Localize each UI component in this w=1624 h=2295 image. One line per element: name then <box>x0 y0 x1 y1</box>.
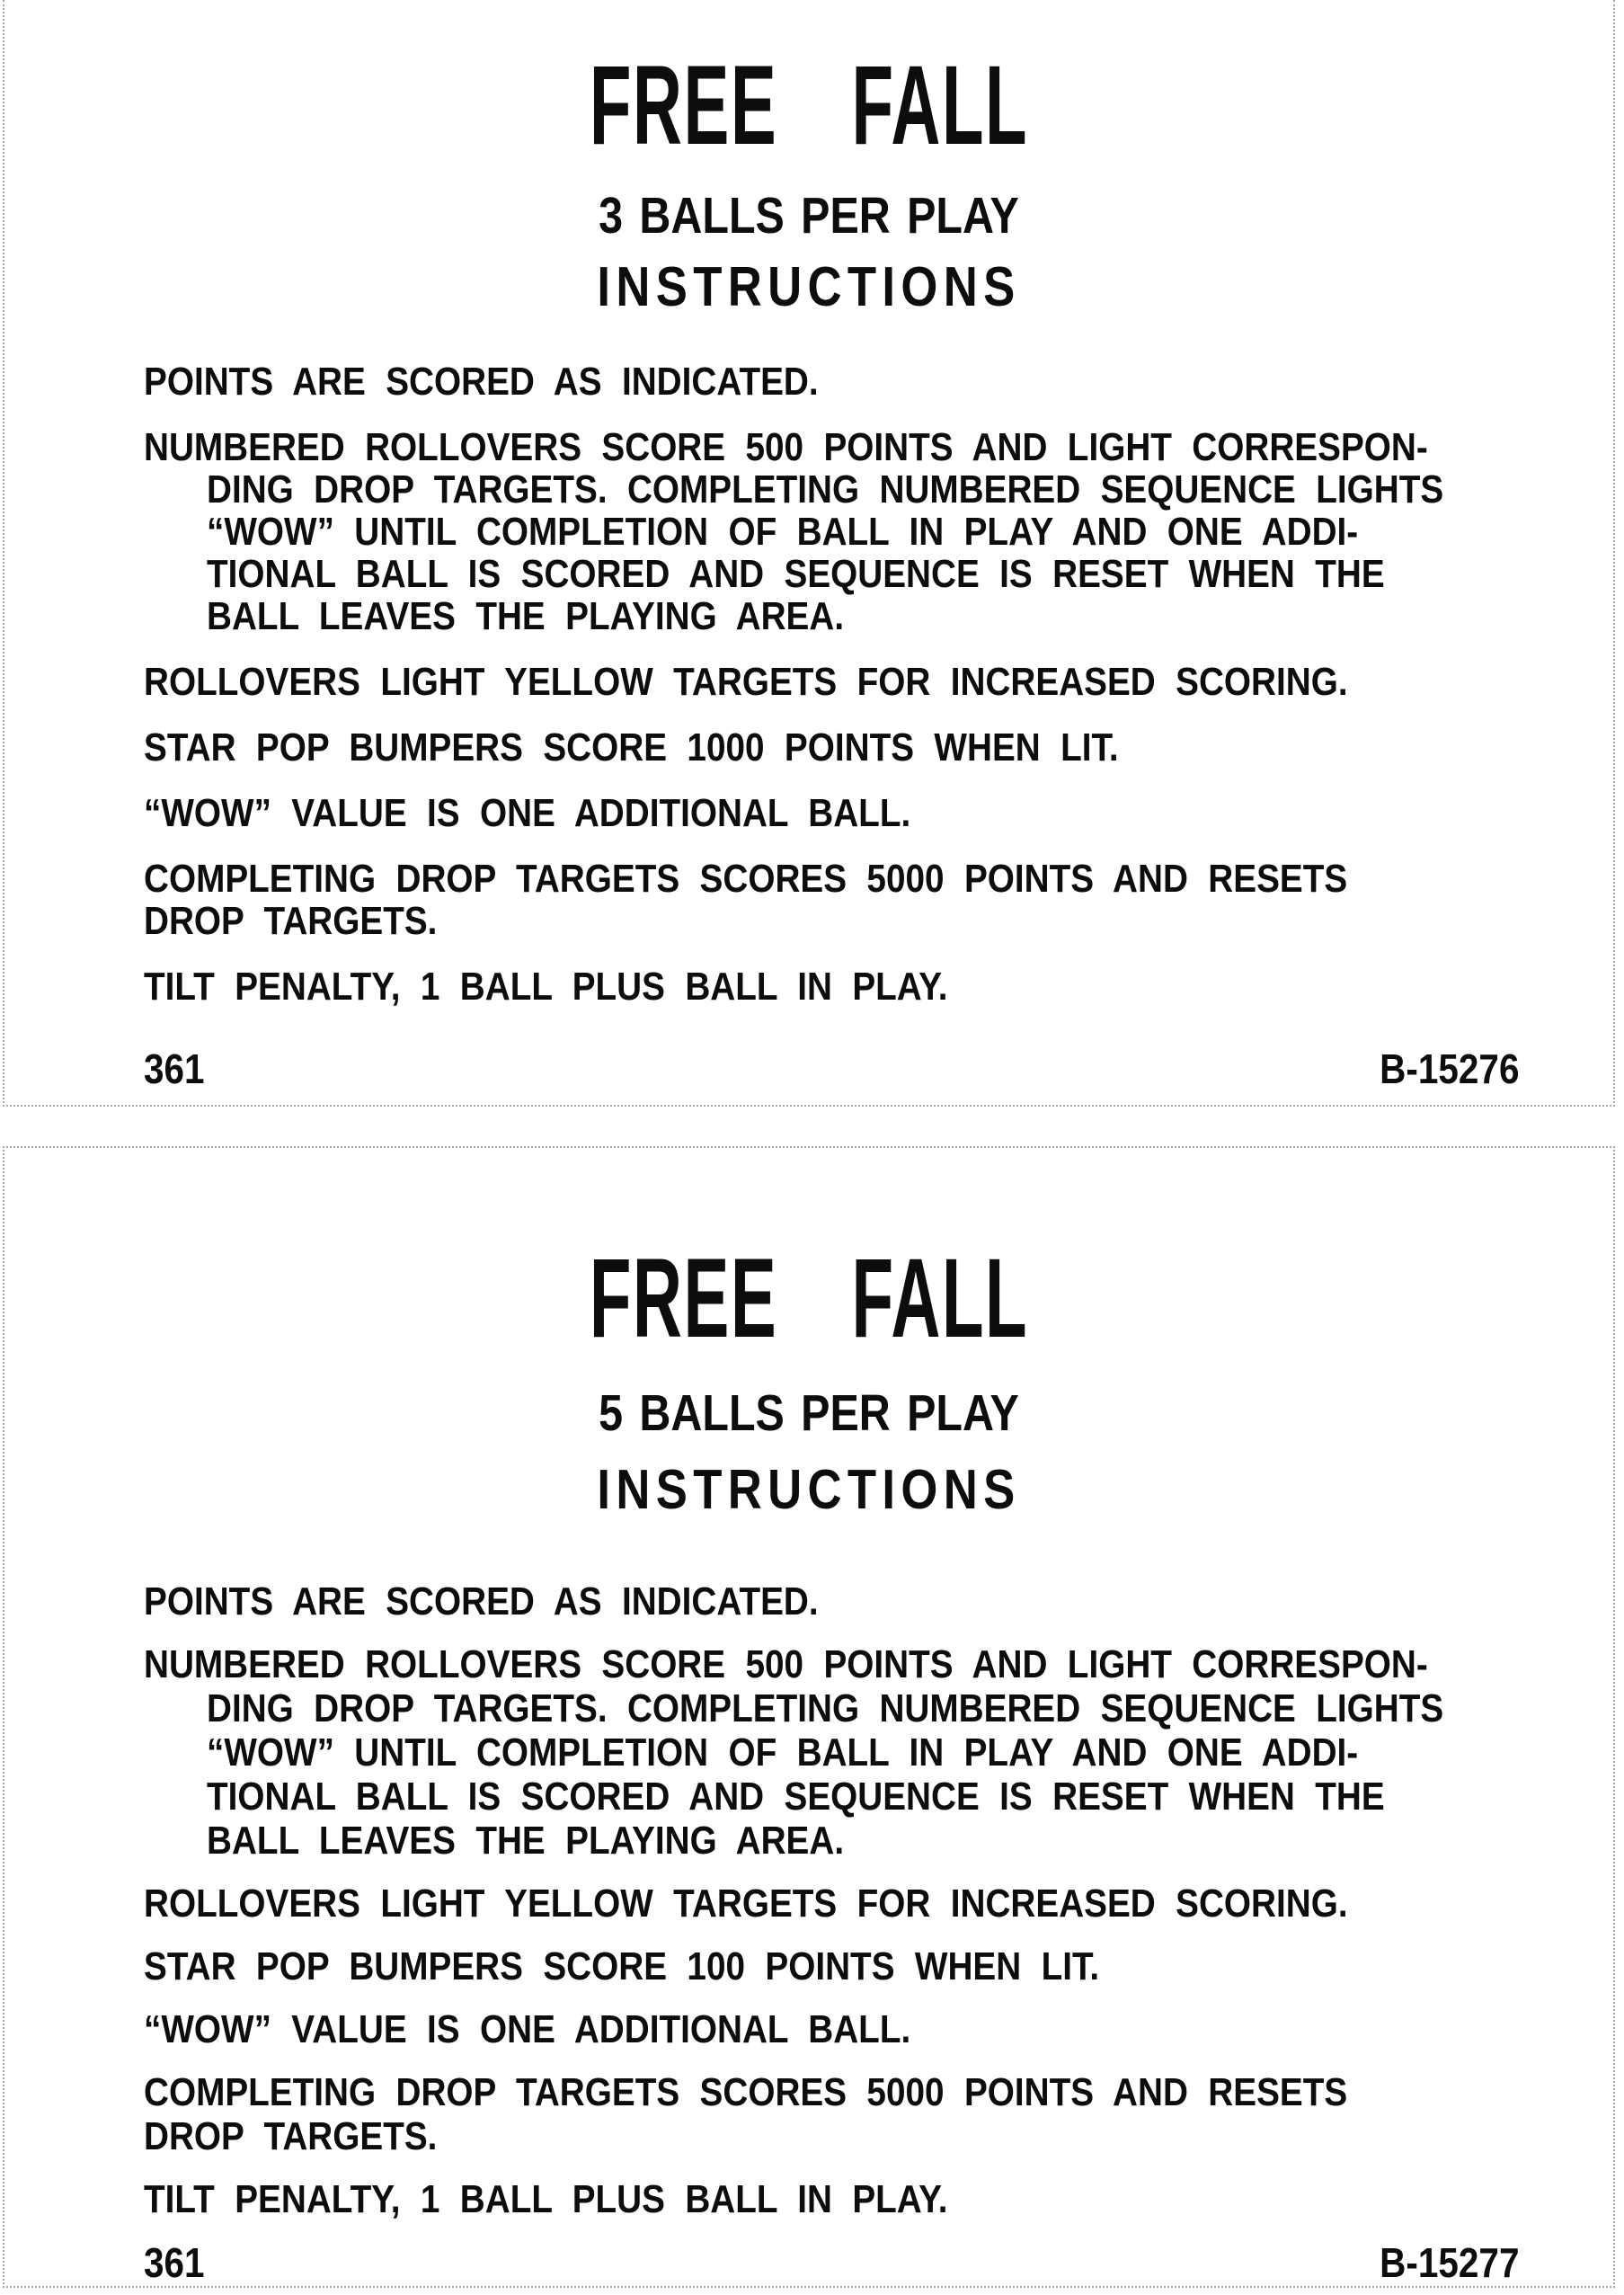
card-stock-number: 361 <box>144 2239 205 2286</box>
body-line: STAR POP BUMPERS SCORE 1000 POINTS WHEN LIT. <box>144 725 1119 769</box>
body-paragraph <box>144 858 1496 942</box>
body-line: DING DROP TARGETS. COMPLETING NUMBERED SEQUENCE LIGHTS <box>207 467 1444 511</box>
body-line: DROP TARGETS. <box>144 2114 438 2158</box>
balls-per-play-subtitle: 3 BALLS PER PLAY <box>599 187 1019 245</box>
card-part-number: B-15277 <box>1379 2239 1519 2286</box>
instructions-body <box>4 1579 1613 2221</box>
body-paragraph <box>144 1881 1496 1926</box>
body-line: NUMBERED ROLLOVERS SCORE 500 POINTS AND LIGHT CORRESPON- <box>144 425 1428 469</box>
body-line: “WOW” UNTIL COMPLETION OF BALL IN PLAY AND ONE ADDI- <box>207 510 1359 554</box>
body-line: DING DROP TARGETS. COMPLETING NUMBERED SEQUENCE LIGHTS <box>207 1686 1444 1730</box>
body-line: ROLLOVERS LIGHT YELLOW TARGETS FOR INCREASED SCORING. <box>144 1881 1348 1926</box>
body-line: “WOW” UNTIL COMPLETION OF BALL IN PLAY AND ONE ADDI- <box>207 1730 1359 1775</box>
body-line: STAR POP BUMPERS SCORE 100 POINTS WHEN LIT. <box>144 1944 1100 1988</box>
body-line: “WOW” VALUE IS ONE ADDITIONAL BALL. <box>144 2007 911 2051</box>
body-line: “WOW” VALUE IS ONE ADDITIONAL BALL. <box>144 791 911 835</box>
card-footer <box>4 2240 1613 2285</box>
body-line: TILT PENALTY, 1 BALL PLUS BALL IN PLAY. <box>144 2177 948 2221</box>
body-paragraph <box>144 792 1496 834</box>
balls-per-play-subtitle: 5 BALLS PER PLAY <box>599 1384 1019 1442</box>
body-paragraph <box>144 426 1496 637</box>
game-title: FREE FALL <box>589 43 1029 168</box>
instruction-card-5-balls <box>3 1146 1615 2288</box>
body-line: TIONAL BALL IS SCORED AND SEQUENCE IS RESET WHEN THE <box>207 1775 1385 1819</box>
card-stock-number: 361 <box>144 1045 205 1092</box>
body-line: COMPLETING DROP TARGETS SCORES 5000 POINTS AND RESETS <box>144 857 1348 901</box>
body-paragraph <box>144 2177 1496 2221</box>
body-line: POINTS ARE SCORED AS INDICATED. <box>144 360 819 404</box>
body-paragraph <box>144 661 1496 703</box>
body-paragraph <box>144 360 1496 403</box>
game-title: FREE FALL <box>589 1236 1029 1361</box>
body-line: COMPLETING DROP TARGETS SCORES 5000 POINTS AND RESETS <box>144 2070 1348 2114</box>
body-line: ROLLOVERS LIGHT YELLOW TARGETS FOR INCREASED SCORING. <box>144 660 1348 704</box>
instruction-card-3-balls <box>3 0 1615 1107</box>
card-footer <box>4 1046 1613 1091</box>
body-line: TILT PENALTY, 1 BALL PLUS BALL IN PLAY. <box>144 965 948 1009</box>
body-paragraph <box>144 1642 1496 1863</box>
body-paragraph <box>144 1944 1496 1988</box>
body-line: BALL LEAVES THE PLAYING AREA. <box>207 594 845 638</box>
body-line: BALL LEAVES THE PLAYING AREA. <box>207 1819 845 1863</box>
body-line: POINTS ARE SCORED AS INDICATED. <box>144 1579 819 1623</box>
body-paragraph <box>144 726 1496 769</box>
card-part-number: B-15276 <box>1379 1045 1519 1092</box>
body-line: NUMBERED ROLLOVERS SCORE 500 POINTS AND LIGHT CORRESPON- <box>144 1642 1428 1686</box>
instructions-body <box>4 360 1613 1008</box>
instructions-heading: INSTRUCTIONS <box>597 256 1021 318</box>
body-paragraph <box>144 2007 1496 2051</box>
body-line: TIONAL BALL IS SCORED AND SEQUENCE IS RESET WHEN THE <box>207 552 1385 596</box>
body-line: DROP TARGETS. <box>144 899 438 943</box>
body-paragraph <box>144 2070 1496 2158</box>
instructions-heading: INSTRUCTIONS <box>597 1459 1021 1521</box>
body-paragraph <box>144 965 1496 1008</box>
body-paragraph <box>144 1579 1496 1623</box>
